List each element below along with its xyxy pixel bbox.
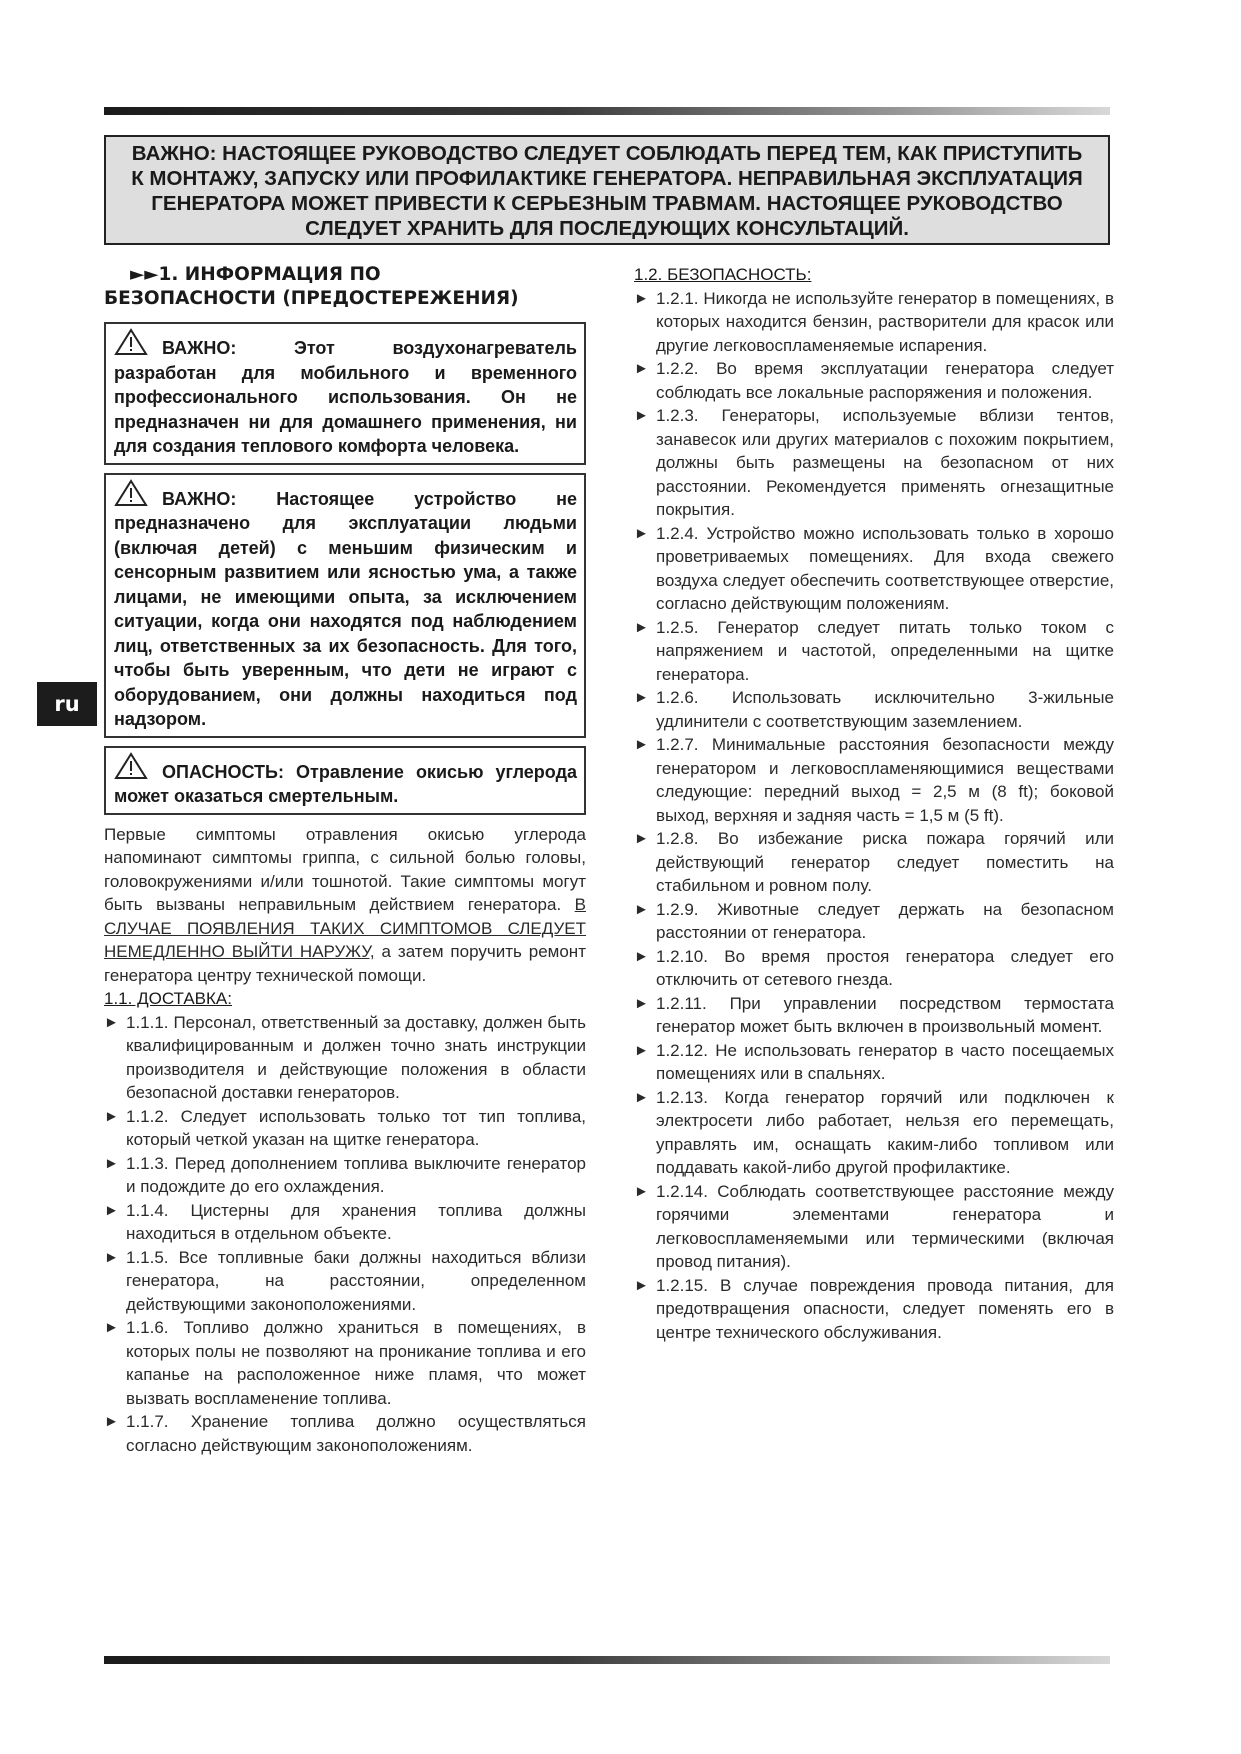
- notice-line: ГЕНЕРАТОРА МОЖЕТ ПРИВЕСТИ К СЕРЬЕЗНЫМ ТРАВМАМ. НАСТОЯЩЕЕ РУКОВОДСТВО: [151, 192, 1063, 215]
- arrow-icon: ►: [104, 1413, 119, 1430]
- item-number: 1.1.1.: [126, 1012, 169, 1032]
- list-item: [634, 1039, 1114, 1086]
- list-item: [634, 404, 1114, 522]
- item-number: 1.1.7.: [126, 1412, 169, 1431]
- intro-underlined-text: В СЛУЧАЕ ПОЯВЛЕНИЯ ТАКИХ СИМПТОМОВ СЛЕДУЕТ НЕМЕДЛЕННО ВЫЙТИ НАРУЖУ,: [104, 895, 586, 961]
- item-number: 1.2.1.: [656, 288, 699, 308]
- item-number: 1.2.15.: [656, 1275, 708, 1295]
- section-title-line: ►►1. ИНФОРМАЦИЯ ПО: [130, 264, 381, 285]
- left-column: [104, 263, 586, 1457]
- item-text: Хранение топлива должно осуществляться согласно действующим законоположениям.: [126, 1412, 586, 1455]
- item-text: Перед дополнением топлива выключите генератор и подождите до его охлаждения.: [126, 1153, 586, 1196]
- list-item: [634, 898, 1114, 945]
- important-notice-box: [104, 135, 1110, 245]
- warning-triangle-icon: [114, 328, 148, 356]
- list-item: [634, 1274, 1114, 1345]
- list-item: [104, 1105, 586, 1152]
- language-tab: ru: [37, 682, 97, 726]
- list-item: [634, 357, 1114, 404]
- item-number: 1.1.3.: [126, 1153, 169, 1173]
- list-item: [634, 616, 1114, 687]
- arrow-icon: ►: [634, 407, 649, 424]
- list-item: [634, 827, 1114, 898]
- item-text: Топливо должно храниться в помещениях, в которых полы не позволяют на проникание топлива и его капанье на расположенное ниже пламя, что может вызвать воспламенение топлива.: [126, 1318, 586, 1408]
- item-text: Цистерны для хранения топлива должны находиться в отдельном объекте.: [126, 1200, 586, 1243]
- item-number: 1.1.5.: [126, 1247, 169, 1267]
- list-item: [634, 1180, 1114, 1274]
- list-item: [634, 287, 1114, 358]
- arrow-icon: ►: [634, 689, 649, 706]
- bottom-rule: [104, 1656, 1110, 1664]
- warning-text: ВАЖНО: Этот воздухонагреватель разработан для мобильного и временного профессионального использования. Он не предназначен ни для домашнего применения, ни для создания теплового комфорта человека.: [114, 338, 577, 456]
- notice-line: К МОНТАЖУ, ЗАПУСКУ ИЛИ ПРОФИЛАКТИКЕ ГЕНЕРАТОРА. НЕПРАВИЛЬНАЯ ЭКСПЛУАТАЦИЯ: [131, 167, 1083, 190]
- intro-text: Первые симптомы отравления окисью углерода напоминают симптомы гриппа, с сильной болью головы, головокружениями и/или тошнотой. Такие симптомы могут быть вызваны неправильным действием генератора.: [104, 824, 586, 914]
- arrow-icon: ►: [634, 524, 649, 542]
- list-item: [104, 1246, 586, 1317]
- item-text: В случае повреждения провода питания, для предотвращения опасности, следует поменять его в центре технического обслуживания.: [656, 1275, 1114, 1342]
- item-text: Во время эксплуатации генератора следует соблюдать все локальные распоряжения и положения.: [656, 359, 1114, 402]
- item-number: 1.2.9.: [656, 899, 699, 919]
- danger-text: ОПАСНОСТЬ: Отравление окисью углерода может оказаться смертельным.: [114, 761, 577, 806]
- arrow-icon: ►: [104, 1107, 119, 1125]
- item-text: Генератор следует питать только током с напряжением и частотой, определенными на щитке генератора.: [656, 617, 1114, 684]
- co-poisoning-paragraph: [104, 823, 586, 988]
- item-number: 1.2.11.: [656, 993, 707, 1013]
- arrow-icon: ►: [634, 360, 649, 377]
- arrow-icon: ►: [634, 289, 649, 307]
- safety-heading: 1.2. БЕЗОПАСНОСТЬ:: [634, 265, 812, 284]
- section-title-line: БЕЗОПАСНОСТИ (ПРЕДОСТЕРЕЖЕНИЯ): [104, 288, 519, 309]
- item-number: 1.1.6.: [126, 1318, 169, 1337]
- arrow-icon: ►: [104, 1154, 119, 1172]
- item-text: Следует использовать только тот тип топлива, который четкой указан на щитке генератора.: [126, 1106, 586, 1149]
- arrow-icon: ►: [104, 1013, 119, 1031]
- list-item: [634, 522, 1114, 616]
- arrow-icon: ►: [634, 736, 649, 753]
- arrow-icon: ►: [104, 1319, 119, 1336]
- right-column: [634, 263, 1114, 1344]
- list-item: [104, 1316, 586, 1410]
- item-text: Когда генератор горячий или подключен к электросети либо работает, нельзя его перемещать, управлять им, оснащать каким-либо топливом или поддавать какой-либо другой профилактике.: [656, 1087, 1114, 1177]
- arrow-icon: ►: [634, 900, 649, 918]
- item-number: 1.2.10.: [656, 946, 708, 966]
- item-text: При управлении посредством термостата генератор может быть включен в произвольный момент.: [656, 993, 1114, 1036]
- item-text: Персонал, ответственный за доставку, должен быть квалифицированным и должен точно знать инструкции производителя и действующие положения в области безопасной доставки генераторов.: [126, 1012, 586, 1102]
- item-text: Использовать исключительно 3-жильные удлинители с соответствующим заземлением.: [656, 688, 1114, 731]
- item-text: Никогда не используйте генератор в помещениях, в которых находится бензин, растворители для красок или другие легковоспламеняемые испарения.: [656, 288, 1114, 355]
- item-number: 1.2.3.: [656, 406, 699, 425]
- warning-text: ВАЖНО: Настоящее устройство не предназначено для эксплуатации людьми (включая детей) с меньшим физическим и сенсорным развитием или ясностью ума, а также лицами, не имеющими опыта, за исключением ситуации, когда они находятся под наблюдением лиц, ответственных за их безопасность. Для того, чтобы быть уверенным, что дети не играют с оборудованием, они должны находиться под надзором.: [114, 488, 577, 729]
- warning-box: [104, 473, 586, 738]
- item-number: 1.2.5.: [656, 617, 699, 637]
- notice-line: СЛЕДУЕТ ХРАНИТЬ ДЛЯ ПОСЛЕДУЮЩИХ КОНСУЛЬТАЦИЙ.: [305, 217, 909, 240]
- arrow-icon: ►: [634, 1041, 649, 1059]
- item-number: 1.2.14.: [656, 1181, 708, 1201]
- list-item: [104, 1199, 586, 1246]
- list-item: [634, 1086, 1114, 1180]
- arrow-icon: ►: [634, 1276, 649, 1294]
- arrow-icon: ►: [634, 618, 649, 636]
- arrow-icon: ►: [634, 947, 649, 965]
- warning-box: [104, 322, 586, 465]
- item-number: 1.2.6.: [656, 688, 699, 707]
- item-text: Не использовать генератор в часто посещаемых помещениях или в спальнях.: [656, 1040, 1114, 1083]
- item-number: 1.1.2.: [126, 1106, 169, 1126]
- section-title: [104, 263, 586, 311]
- item-text: Все топливные баки должны находиться вблизи генератора, на расстоянии, определенном действующими законоположениями.: [126, 1247, 586, 1314]
- item-text: Соблюдать соответствующее расстояние между горячими элементами генератора и легковоспламеняемыми или термическими (включая провод питания).: [656, 1181, 1114, 1271]
- list-item: [634, 992, 1114, 1039]
- item-text: Во время простоя генератора следует его отключить от сетевого гнезда.: [656, 946, 1114, 989]
- list-item: [634, 733, 1114, 827]
- list-item: [634, 945, 1114, 992]
- intro-tail-text: а затем поручить ремонт генератора центру технической помощи.: [104, 942, 586, 985]
- arrow-icon: ►: [634, 1182, 649, 1200]
- item-number: 1.2.13.: [656, 1087, 708, 1107]
- item-number: 1.2.2.: [656, 359, 699, 378]
- item-number: 1.2.7.: [656, 735, 699, 754]
- arrow-icon: ►: [634, 830, 649, 847]
- list-item: [104, 1410, 586, 1457]
- arrow-icon: ►: [634, 994, 649, 1012]
- item-text: Минимальные расстояния безопасности между генератором и легковоспламеняющимися веществами следующие: передний выход = 2,5 м (8 ft); боковой выход, верхняя и задняя часть = 1,5 м (5 ft).: [656, 735, 1114, 825]
- list-item: [104, 1011, 586, 1105]
- item-number: 1.2.8.: [656, 829, 699, 848]
- item-number: 1.1.4.: [126, 1200, 169, 1220]
- list-item: [104, 1152, 586, 1199]
- arrow-icon: ►: [104, 1248, 119, 1266]
- item-number: 1.2.4.: [656, 523, 699, 543]
- warning-triangle-icon: [114, 752, 148, 780]
- item-text: Генераторы, используемые вблизи тентов, занавесок или других материалов с похожим покрытием, должны быть размещены на безопасном от них расстоянии. Рекомендуется применять огнезащитные покрытия.: [656, 406, 1114, 519]
- arrow-icon: ►: [104, 1201, 119, 1219]
- notice-line: ВАЖНО: НАСТОЯЩЕЕ РУКОВОДСТВО СЛЕДУЕТ СОБЛЮДАТЬ ПЕРЕД ТЕМ, КАК ПРИСТУПИТЬ: [131, 142, 1083, 165]
- item-text: Устройство можно использовать только в хорошо проветриваемых помещениях. Для входа свежего воздуха следует обеспечить соответствующее отверстие, согласно действующим положениям.: [656, 523, 1114, 613]
- item-text: Во избежание риска пожара горячий или действующий генератор следует поместить на стабильном и ровном полу.: [656, 829, 1114, 895]
- item-text: Животные следует держать на безопасном расстоянии от генератора.: [656, 899, 1114, 942]
- delivery-heading: 1.1. ДОСТАВКА:: [104, 989, 232, 1008]
- item-number: 1.2.12.: [656, 1040, 708, 1060]
- danger-box: [104, 746, 586, 815]
- warning-triangle-icon: [114, 479, 148, 507]
- top-rule: [104, 107, 1110, 115]
- list-item: [634, 686, 1114, 733]
- arrow-icon: ►: [634, 1088, 649, 1106]
